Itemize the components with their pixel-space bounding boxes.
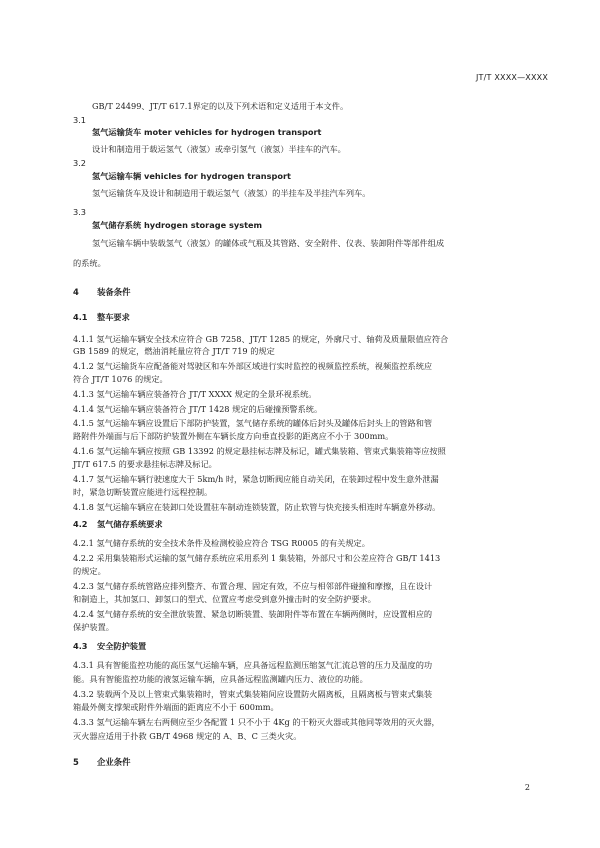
clause-line: 4.1.4 氢气运输车辆应装备符合 JT/T 1428 规定的后碰撞预警系统。 (73, 404, 323, 414)
clause-line: 4.1.7 氢气运输车辆行驶速度大于 5km/h 时，紧急切断阀应能自动关闭，在装卸过程中发生意外泄漏 (73, 474, 439, 484)
clause-line: 4.1.3 氢气运输车辆应装备符合 JT/T XXXX 规定的全景环视系统。 (73, 389, 317, 399)
clause-line: 路附件外端面与后下部防护装置外侧在车辆长度方向垂直投影的距离应不小于 300mm。 (73, 431, 394, 441)
subsection-number: 4.2 (73, 519, 88, 529)
term-title: 氢气储存系统 hydrogen storage system (92, 220, 263, 230)
section-number: 5 (73, 757, 79, 767)
term-title: 氢气运输货车 moter vehicles for hydrogen transport (92, 127, 322, 137)
clause-line: 箱最外侧支撑架或附件外端面的距离应不小于 600mm。 (73, 702, 279, 712)
term-number: 3.2 (73, 158, 87, 168)
clause-line: 4.3.3 氢气运输车辆左右两侧应至少各配置 1 只不小于 4Kg 的干粉灭火器或其他同等效用的灭火器， (73, 717, 440, 727)
clause-line: 灭火器应适用于扑救 GB/T 4968 规定的 A、B、C 三类火灾。 (73, 731, 302, 741)
clause-line: GB 1589 的规定，燃油消耗量应符合 JT/T 719 的规定 (73, 346, 275, 356)
subsection-title: 整车要求 (97, 312, 130, 322)
subsection-heading-4-2 (73, 519, 163, 530)
clause-line: 4.1.6 氢气运输车辆应按照 GB 13392 的规定悬挂标志牌及标记，罐式集装箱、管束式集装箱等应按照 (73, 446, 446, 456)
subsection-number: 4.3 (73, 641, 88, 651)
term-definition: 设计和制造用于载运氢气（液氢）或牵引氢气（液氢）半挂车的汽车。 (92, 144, 346, 154)
term-number: 3.1 (73, 115, 87, 125)
subsection-heading-4-1 (73, 312, 130, 323)
clause-line: 符合 JT/T 1076 的规定。 (73, 374, 168, 384)
document-code-header: JT/T XXXX—XXXX (475, 73, 548, 82)
subsection-number: 4.1 (73, 312, 88, 322)
section-number: 4 (73, 287, 79, 297)
term-title: 氢气运输车辆 vehicles for hydrogen transport (92, 171, 291, 181)
clause-line: 4.3.1 具有智能监控功能的高压氢气运输车辆，应具备远程监测压缩氢气汇流总管的压力及温度的功 (73, 660, 433, 670)
term-definition: 氢气运输车辆中装载氢气（液氢）的罐体或气瓶及其管路、安全附件、仪表、装卸附件等部件组成 (92, 238, 445, 248)
term-definition-continued: 的系统。 (73, 258, 106, 268)
section-title: 企业条件 (97, 757, 131, 767)
clause-line: 4.1.2 氢气运输货车应配备能对驾驶区和车外部区域进行实时监控的视频监控系统，视频监控系统应 (73, 361, 433, 371)
intro-text: GB/T 24499、JT/T 617.1界定的以及下列术语和定义适用于本文件。 (92, 101, 349, 111)
clause-line: 4.2.3 氢气储存系统管路应排列整齐、布置合理、固定有效，不应与相邻部件碰撞和摩擦，且在设计 (73, 581, 433, 591)
section-heading-4 (73, 286, 131, 298)
term-definition: 氢气运输货车及设计和制造用于载运氢气（液氢）的半挂车及半挂汽车列车。 (92, 188, 371, 198)
clause-line: 的规定。 (73, 566, 106, 576)
page-number: 2 (524, 783, 530, 792)
subsection-heading-4-3 (73, 641, 146, 652)
clause-line: 能。具有智能监控功能的液氢运输车辆，应具备远程监测罐内压力、液位的功能。 (73, 674, 368, 684)
clause-line: 时，紧急切断装置应能进行远程控制。 (73, 487, 213, 497)
section-title: 装备条件 (97, 287, 131, 297)
clause-line: 4.2.4 氢气储存系统的安全泄放装置、紧急切断装置、装卸附件等布置在车辆两侧时，应设置相应的 (73, 609, 433, 619)
clause-line: 4.2.1 氢气储存系统的安全技术条件及检测校验应符合 TSG R0005 的有关规定。 (73, 538, 370, 548)
clause-line: 和制造上，其加氢口、卸氢口的型式、位置应考虑受到意外撞击时的安全防护要求。 (73, 594, 376, 604)
clause-line: 保护装置。 (73, 622, 114, 632)
clause-line: 4.1.5 氢气运输车辆应设置后下部防护装置，氢气储存系统的罐体后封头及罐体后封头上的管路和管 (73, 418, 433, 428)
section-heading-5 (73, 756, 131, 768)
subsection-title: 氢气储存系统要求 (97, 519, 163, 529)
subsection-title: 安全防护装置 (97, 641, 147, 651)
clause-line: 4.1.8 氢气运输车辆应在装卸口处设置驻车制动连锁装置，防止软管与快充接头相连时车辆意外移动。 (73, 502, 441, 512)
term-number: 3.3 (73, 207, 87, 217)
clause-line: 4.1.1 氢气运输车辆安全技术应符合 GB 7258、JT/T 1285 的规定，外廓尺寸、轴荷及质量限值应符合 (73, 334, 449, 344)
clause-line: 4.2.2 采用集装箱形式运输的氢气储存系统应采用系列 1 集装箱，外部尺寸和公差应符合 GB/T 1413 (73, 553, 441, 563)
clause-line: JT/T 617.5 的要求悬挂标志牌及标记。 (73, 459, 217, 469)
clause-line: 4.3.2 装载两个及以上管束式集装箱时，管束式集装箱间应设置防火隔离板，且隔离板与管束式集装 (73, 689, 433, 699)
